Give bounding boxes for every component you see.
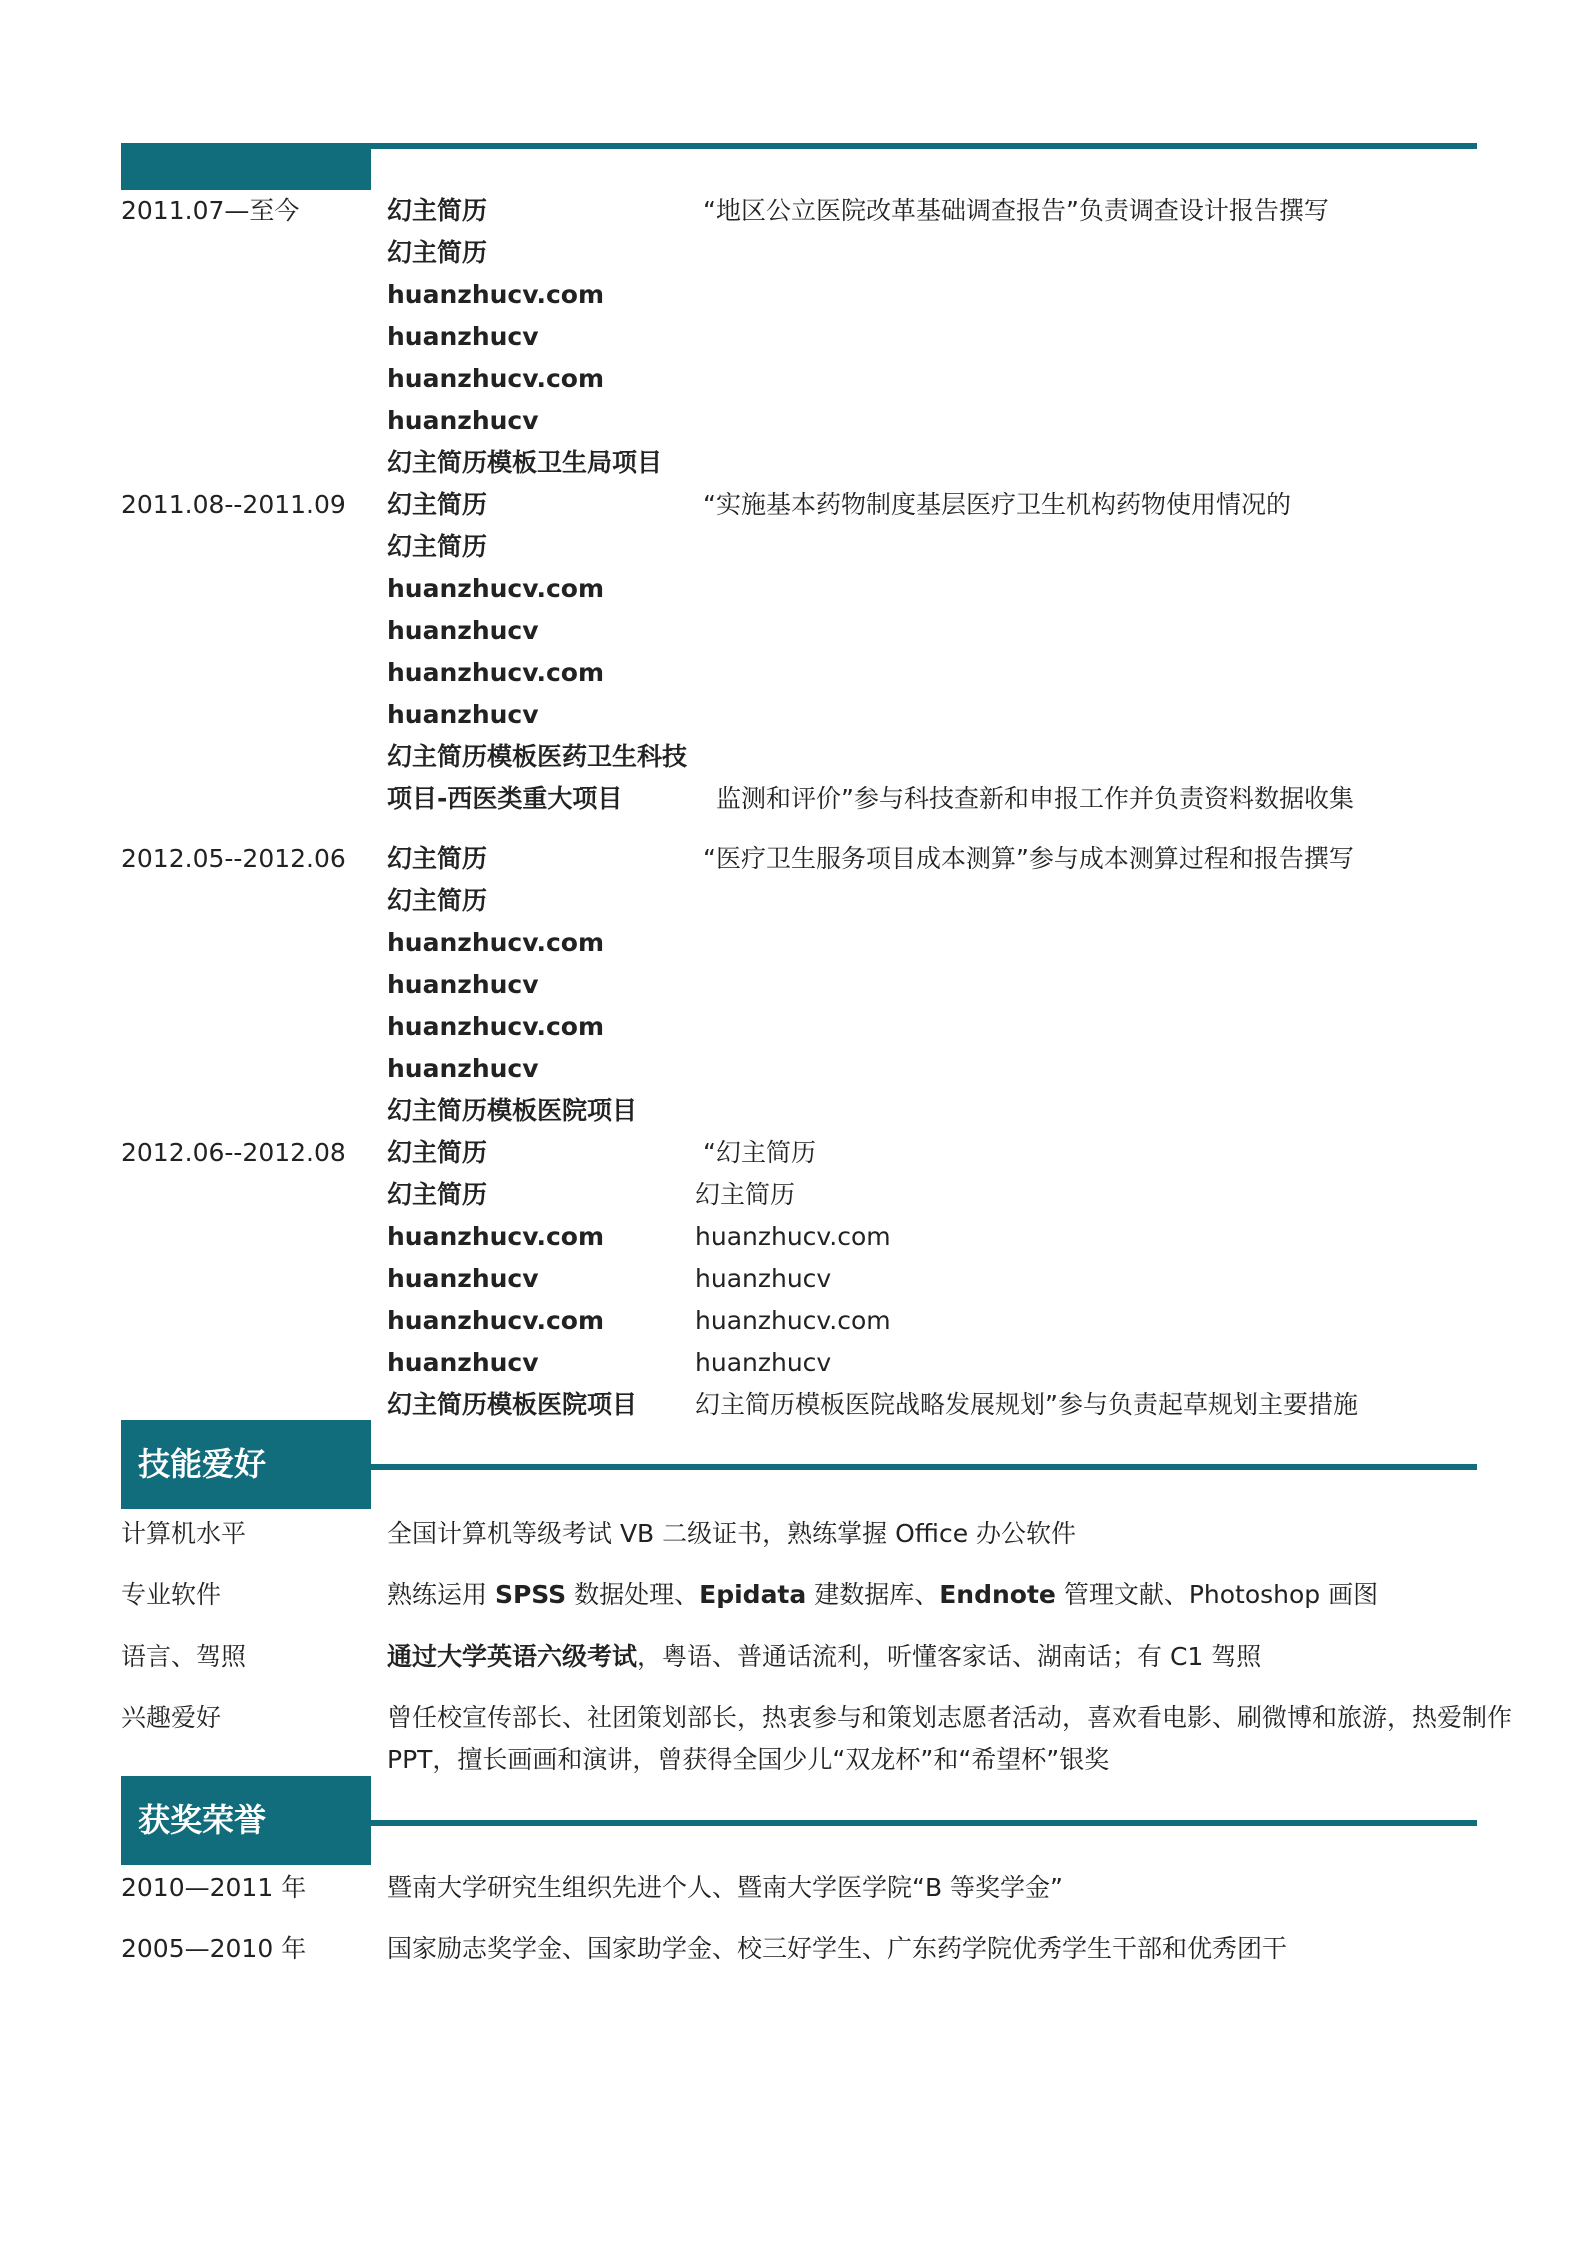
project-left-line: 项目-西医类重大项目 xyxy=(387,784,623,813)
project-description: 监测和评价”参与科技查新和申报工作并负责资料数据收集 xyxy=(716,784,1354,813)
skill-value: 熟练运用 SPSS 数据处理、Epidata 建数据库、Endnote 管理文献、Photoshop 画图 xyxy=(387,1580,1379,1609)
project-description: “医疗卫生服务项目成本测算”参与成本测算过程和报告撰写 xyxy=(703,844,1354,873)
award-period: 2005—2010 年 xyxy=(121,1934,307,1963)
skill-value: 全国计算机等级考试 VB 二级证书，熟练掌握 Office 办公软件 xyxy=(387,1519,1077,1548)
project-left-line: huanzhucv xyxy=(387,1054,539,1083)
project-left-line: huanzhucv xyxy=(387,406,539,435)
project-description: 幻主简历模板医院战略发展规划”参与负责起草规划主要措施 xyxy=(695,1390,1358,1419)
project-description: “实施基本药物制度基层医疗卫生机构药物使用情况的 xyxy=(703,490,1291,519)
project-left-line: huanzhucv.com xyxy=(387,574,605,603)
project-left-line: huanzhucv xyxy=(387,1348,539,1377)
project-date: 2012.06--2012.08 xyxy=(121,1138,346,1167)
project-left-line: huanzhucv.com xyxy=(387,280,605,309)
award-text: 暨南大学研究生组织先进个人、暨南大学医学院“B 等奖学金” xyxy=(387,1873,1064,1902)
project-left-line: huanzhucv.com xyxy=(387,658,605,687)
project-left-line: huanzhucv.com xyxy=(387,1222,605,1251)
project-left-line: 幻主简历 xyxy=(387,1138,488,1167)
project-description: huanzhucv xyxy=(695,1264,832,1293)
awards-section-title: 获奖荣誉 xyxy=(138,1801,267,1839)
project-description: huanzhucv.com xyxy=(695,1222,891,1251)
project-left-line: 幻主简历 xyxy=(387,532,488,561)
skill-label: 专业软件 xyxy=(121,1580,222,1609)
project-left-line: huanzhucv.com xyxy=(387,1306,605,1335)
skill-value: 曾任校宣传部长、社团策划部长，热衷参与和策划志愿者活动，喜欢看电影、刷微博和旅游，热爱制作 xyxy=(387,1703,1513,1732)
project-description: 幻主简历 xyxy=(695,1180,796,1209)
project-left-line: huanzhucv xyxy=(387,700,539,729)
project-description: “地区公立医院改革基础调查报告”负责调查设计报告撰写 xyxy=(703,196,1329,225)
project-left-line: 幻主简历 xyxy=(387,1180,488,1209)
project-date: 2011.08--2011.09 xyxy=(121,490,346,519)
project-date: 2012.05--2012.06 xyxy=(121,844,346,873)
project-description: huanzhucv.com xyxy=(695,1306,891,1335)
project-description: huanzhucv xyxy=(695,1348,832,1377)
skill-value: PPT，擅长画画和演讲，曾获得全国少儿“双龙杯”和“希望杯”银奖 xyxy=(387,1745,1110,1774)
project-left-line: 幻主简历模板卫生局项目 xyxy=(387,448,663,477)
project-left-line: 幻主简历 xyxy=(387,886,488,915)
project-left-line: 幻主简历 xyxy=(387,238,488,267)
project-left-line: huanzhucv.com xyxy=(387,928,605,957)
project-left-line: huanzhucv.com xyxy=(387,1012,605,1041)
skill-label: 兴趣爱好 xyxy=(121,1703,222,1732)
skill-label: 语言、驾照 xyxy=(121,1642,247,1671)
top-section-line xyxy=(371,143,1477,149)
project-description: “幻主简历 xyxy=(703,1138,816,1167)
project-left-line: 幻主简历 xyxy=(387,490,488,519)
award-period: 2010—2011 年 xyxy=(121,1873,307,1902)
skills-section-title: 技能爱好 xyxy=(138,1445,267,1483)
project-left-line: huanzhucv xyxy=(387,616,539,645)
project-left-line: 幻主简历 xyxy=(387,844,488,873)
project-left-line: huanzhucv xyxy=(387,322,539,351)
awards-section-line xyxy=(371,1820,1477,1826)
project-left-line: 幻主简历模板医院项目 xyxy=(387,1096,638,1125)
project-left-line: 幻主简历模板医药卫生科技 xyxy=(387,742,688,771)
project-left-line: huanzhucv.com xyxy=(387,364,605,393)
skill-value: 通过大学英语六级考试，粤语、普通话流利，听懂客家话、湖南话；有 C1 驾照 xyxy=(387,1642,1262,1671)
skills-section-line xyxy=(371,1464,1477,1470)
project-left-line: huanzhucv xyxy=(387,970,539,999)
project-left-line: 幻主简历模板医院项目 xyxy=(387,1390,638,1419)
project-left-line: 幻主简历 xyxy=(387,196,488,225)
skill-label: 计算机水平 xyxy=(121,1519,247,1548)
project-left-line: huanzhucv xyxy=(387,1264,539,1293)
project-date: 2011.07—至今 xyxy=(121,196,300,225)
top-section-box xyxy=(121,143,371,190)
award-text: 国家励志奖学金、国家助学金、校三好学生、广东药学院优秀学生干部和优秀团干 xyxy=(387,1934,1288,1963)
